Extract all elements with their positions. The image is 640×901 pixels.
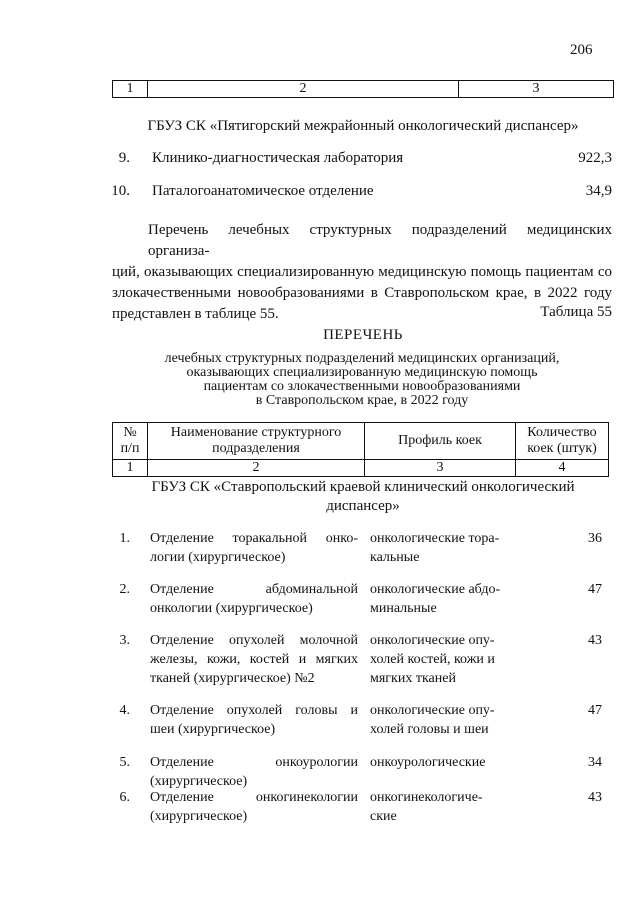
header-name-line: подразделения [212, 441, 300, 456]
row-profile [370, 701, 520, 739]
institution-line: диспансер» [326, 498, 400, 514]
row-name [150, 631, 358, 688]
page-number: 206 [570, 42, 593, 58]
row-number: 10. [111, 183, 130, 199]
row-number: 5. [119, 755, 130, 770]
subtitle-line: оказывающих специализированную медицинскую помощь [186, 365, 538, 380]
paragraph-line: Перечень лечебных структурных подразделений медицинских организа- [148, 222, 612, 259]
row-profile-line: онкологические абдо- [370, 582, 501, 597]
row-name [150, 529, 358, 567]
row-value: 922,3 [578, 150, 612, 166]
row-number: 9. [118, 150, 130, 166]
row-profile [370, 631, 520, 688]
table-label: Таблица 55 [540, 304, 612, 320]
row-number: 6. [119, 790, 130, 805]
row-name [150, 701, 358, 739]
row-profile-line: онкогинекологиче- [370, 790, 483, 805]
header-count-line: коек (штук) [527, 441, 597, 456]
paragraph-line: ций, оказывающих специализированную медицинскую помощь пациентам со [112, 264, 612, 280]
row-profile [370, 788, 520, 826]
header-count-line: Количество [527, 425, 597, 440]
table-subtitle [132, 352, 592, 408]
row-name-line: Отделение торакальной онко- [150, 531, 358, 546]
row-name-line: (хирургическое) [150, 774, 248, 789]
row-number: 1. [119, 531, 130, 546]
row-profile-line: минальные [370, 601, 437, 616]
row-name-line: логии (хирургическое) [150, 550, 286, 565]
row-name [150, 788, 358, 826]
paragraph-line: представлен в таблице 55. [112, 306, 279, 322]
row-count: 34 [588, 755, 602, 770]
row-profile-line: онкологические опу- [370, 703, 495, 718]
row-profile-line: онкоурологические [370, 755, 486, 770]
paragraph-full-text [0, 0, 1, 1]
subtitle-line: пациентам со злокачественными новообразованиями [203, 379, 521, 394]
row-profile-line: онкологические тора- [370, 531, 500, 546]
row-profile-line: холей головы и шеи [370, 722, 489, 737]
table-title: ПЕРЕЧЕНЬ [323, 327, 403, 343]
row-profile-line: холей костей, кожи и [370, 652, 495, 667]
header-num-line: № [123, 425, 137, 440]
row-profile [370, 580, 520, 618]
row-name-line: Отделение онкоурологии [150, 755, 358, 770]
row-name: Клинико-диагностическая лаборатория [152, 150, 404, 166]
header-count [516, 423, 609, 460]
row-name [150, 753, 358, 791]
institution-stavropol [112, 478, 614, 516]
row-name-line: тканей (хирургическое) №2 [150, 671, 315, 686]
row-name-line: шеи (хирургическое) [150, 722, 276, 737]
row-name-line: Отделение абдоминальной [150, 582, 358, 597]
header-name-line: Наименование структурного [170, 425, 342, 440]
row-count: 36 [588, 531, 602, 546]
row-name-line: железы, кожи, костей и мягких [150, 652, 358, 667]
institution-line: ГБУЗ СК «Ставропольский краевой клинический онкологический [151, 479, 575, 495]
row-name-line: Отделение опухолей молочной [150, 633, 358, 648]
header-col-2: 2 [148, 81, 459, 98]
row-name-line: (хирургическое) [150, 809, 248, 824]
header-num [113, 423, 148, 460]
header-index-1: 1 [113, 460, 148, 477]
row-count: 47 [588, 582, 602, 597]
row-count: 47 [588, 703, 602, 718]
header-num-line: п/п [120, 441, 140, 456]
paragraph-line: злокачественными новообразованиями в Ставропольском крае, в 2022 году [112, 285, 612, 301]
subtitle-line: в Ставропольском крае, в 2022 году [255, 393, 469, 408]
header-profile: Профиль коек [365, 423, 516, 460]
header-name [148, 423, 365, 460]
header-index-3: 3 [365, 460, 516, 477]
row-count: 43 [588, 633, 602, 648]
header-col-1: 1 [113, 81, 148, 98]
row-name-line: онкологии (хирургическое) [150, 601, 313, 616]
row-name-line: Отделение онкогинекологии [150, 790, 358, 805]
row-profile-line: кальные [370, 550, 420, 565]
row-profile-line: мягких тканей [370, 671, 456, 686]
row-number: 4. [119, 703, 130, 718]
row-name [150, 580, 358, 618]
row-name: Паталогоанатомическое отделение [152, 183, 374, 199]
row-profile [370, 529, 520, 567]
row-profile-line: онкологические опу- [370, 633, 495, 648]
row-name-line: Отделение опухолей головы и [150, 703, 358, 718]
header-index-4: 4 [516, 460, 609, 477]
row-number: 2. [119, 582, 130, 597]
header-index-2: 2 [148, 460, 365, 477]
main-table-header [112, 422, 609, 477]
row-profile-line: ские [370, 809, 397, 824]
row-profile [370, 753, 520, 772]
continuation-header-table [112, 80, 614, 98]
row-count: 43 [588, 790, 602, 805]
institution-pyatigorsk: ГБУЗ СК «Пятигорский межрайонный онкологический диспансер» [147, 118, 579, 134]
row-number: 3. [119, 633, 130, 648]
header-col-3: 3 [459, 81, 614, 98]
subtitle-line: лечебных структурных подразделений медицинских организаций, [164, 351, 560, 366]
row-value: 34,9 [585, 183, 612, 199]
